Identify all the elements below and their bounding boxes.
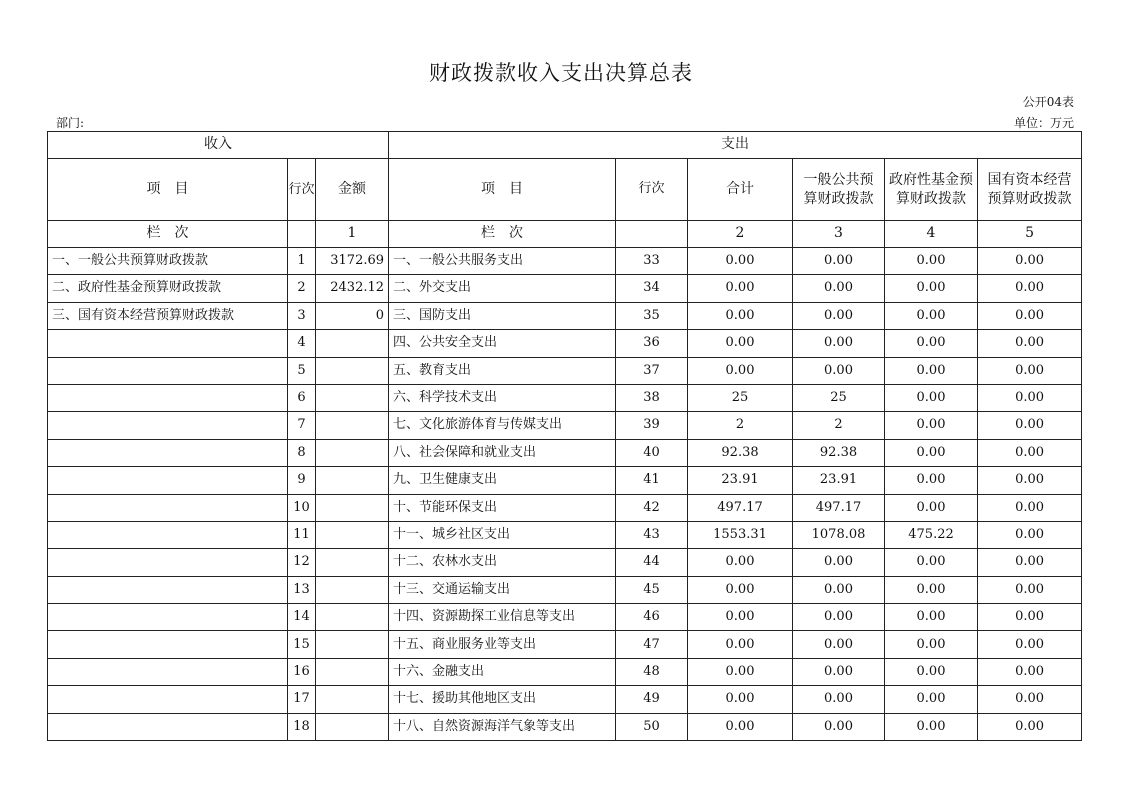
gov-fund-cell: 0.00 <box>885 248 978 275</box>
gov-fund-cell: 0.00 <box>885 549 978 576</box>
income-row-no-cell: 18 <box>288 713 316 740</box>
total-cell: 0.00 <box>688 576 793 603</box>
income-item-cell <box>48 494 288 521</box>
expense-item-cell: 十、节能环保支出 <box>389 494 616 521</box>
form-number: 公开04表 <box>1022 95 1074 109</box>
gov-fund-cell: 0.00 <box>885 384 978 411</box>
income-row-no-cell: 14 <box>288 604 316 631</box>
income-item-cell <box>48 330 288 357</box>
income-row-no-cell: 9 <box>288 467 316 494</box>
income-row-no-cell: 13 <box>288 576 316 603</box>
table-row <box>48 658 1082 685</box>
general-budget-cell: 2 <box>793 412 885 439</box>
expense-row-no-header: 行次 <box>616 159 688 221</box>
income-amount-cell <box>316 439 389 466</box>
expense-item-cell: 十四、资源勘探工业信息等支出 <box>389 604 616 631</box>
table-row <box>48 302 1082 329</box>
general-budget-cell: 0.00 <box>793 713 885 740</box>
income-row-no-cell: 3 <box>288 302 316 329</box>
expense-row-no-cell: 44 <box>616 549 688 576</box>
general-budget-header: 一般公共预算财政拨款 <box>793 159 885 221</box>
total-cell: 0.00 <box>688 330 793 357</box>
total-header: 合计 <box>688 159 793 221</box>
expense-item-cell: 十三、交通运输支出 <box>389 576 616 603</box>
general-budget-cell: 0.00 <box>793 631 885 658</box>
gov-fund-cell: 0.00 <box>885 439 978 466</box>
expense-item-cell: 四、公共安全支出 <box>389 330 616 357</box>
table-row <box>48 494 1082 521</box>
state-capital-cell: 0.00 <box>978 604 1082 631</box>
expense-row-no-cell: 42 <box>616 494 688 521</box>
expense-item-header <box>389 159 616 221</box>
income-amount-cell: 3172.69 <box>316 248 389 275</box>
total-cell: 0.00 <box>688 658 793 685</box>
income-amount-cell <box>316 631 389 658</box>
total-cell: 0.00 <box>688 248 793 275</box>
income-item-cell <box>48 686 288 713</box>
income-amount-cell <box>316 549 389 576</box>
state-capital-cell: 0.00 <box>978 494 1082 521</box>
general-budget-cell: 0.00 <box>793 686 885 713</box>
general-budget-cell: 0.00 <box>793 302 885 329</box>
income-item-cell <box>48 467 288 494</box>
income-item-header-text: 项 目 <box>146 180 189 197</box>
income-amount-cell <box>316 357 389 384</box>
income-row-no-cell: 8 <box>288 439 316 466</box>
state-capital-cell: 0.00 <box>978 549 1082 576</box>
expense-row-no-cell: 50 <box>616 713 688 740</box>
column-index-1: 1 <box>316 221 389 248</box>
gov-fund-cell: 0.00 <box>885 357 978 384</box>
total-cell: 25 <box>688 384 793 411</box>
state-capital-cell: 0.00 <box>978 357 1082 384</box>
income-amount-cell <box>316 658 389 685</box>
header-row-sections <box>48 132 1082 159</box>
total-cell: 0.00 <box>688 549 793 576</box>
expense-item-cell: 六、科学技术支出 <box>389 384 616 411</box>
state-capital-cell: 0.00 <box>978 658 1082 685</box>
table-row <box>48 604 1082 631</box>
income-item-cell <box>48 357 288 384</box>
general-budget-cell: 0.00 <box>793 549 885 576</box>
expense-row-no-cell: 40 <box>616 439 688 466</box>
income-item-cell <box>48 713 288 740</box>
expense-item-cell: 二、外交支出 <box>389 275 616 302</box>
income-item-cell: 一、一般公共预算财政拨款 <box>48 248 288 275</box>
income-row-no-cell: 5 <box>288 357 316 384</box>
total-cell: 0.00 <box>688 686 793 713</box>
income-row-no-cell: 15 <box>288 631 316 658</box>
gov-fund-cell: 0.00 <box>885 604 978 631</box>
state-capital-cell: 0.00 <box>978 275 1082 302</box>
department-label: 部门: <box>56 116 85 130</box>
expense-row-no-cell: 38 <box>616 384 688 411</box>
expense-row-no-cell: 33 <box>616 248 688 275</box>
income-row-no-cell: 16 <box>288 658 316 685</box>
income-amount-cell <box>316 330 389 357</box>
expense-item-cell: 十七、援助其他地区支出 <box>389 686 616 713</box>
table-row <box>48 631 1082 658</box>
income-row-no-cell: 11 <box>288 521 316 548</box>
total-cell: 497.17 <box>688 494 793 521</box>
gov-fund-cell: 0.00 <box>885 275 978 302</box>
column-index-row <box>48 221 1082 248</box>
expense-row-no-cell: 39 <box>616 412 688 439</box>
gov-fund-cell: 475.22 <box>885 521 978 548</box>
expense-item-cell: 三、国防支出 <box>389 302 616 329</box>
table-row <box>48 384 1082 411</box>
expense-row-no-cell: 41 <box>616 467 688 494</box>
income-row-no-cell: 10 <box>288 494 316 521</box>
general-budget-cell: 0.00 <box>793 275 885 302</box>
income-amount-cell <box>316 412 389 439</box>
table-row <box>48 467 1082 494</box>
gov-fund-header: 政府性基金预算财政拨款 <box>885 159 978 221</box>
general-budget-cell: 25 <box>793 384 885 411</box>
table-row <box>48 549 1082 576</box>
table-row <box>48 248 1082 275</box>
unit-label: 单位：万元 <box>1013 116 1074 130</box>
income-amount-cell <box>316 384 389 411</box>
income-item-cell <box>48 631 288 658</box>
income-header: 收入 <box>48 132 389 159</box>
table-row <box>48 686 1082 713</box>
total-cell: 2 <box>688 412 793 439</box>
income-amount-cell <box>316 467 389 494</box>
header-row-columns <box>48 159 1082 221</box>
table-row <box>48 412 1082 439</box>
income-item-cell <box>48 384 288 411</box>
column-index-2: 2 <box>688 221 793 248</box>
gov-fund-cell: 0.00 <box>885 658 978 685</box>
expense-item-cell: 十二、农林水支出 <box>389 549 616 576</box>
expense-row-no-cell: 34 <box>616 275 688 302</box>
income-row-no-cell: 7 <box>288 412 316 439</box>
state-capital-cell: 0.00 <box>978 412 1082 439</box>
column-index-3: 3 <box>793 221 885 248</box>
expense-item-cell: 九、卫生健康支出 <box>389 467 616 494</box>
gov-fund-cell: 0.00 <box>885 686 978 713</box>
expense-row-no-index <box>616 221 688 248</box>
gov-fund-cell: 0.00 <box>885 494 978 521</box>
gov-fund-cell: 0.00 <box>885 330 978 357</box>
income-item-cell <box>48 658 288 685</box>
income-item-cell: 三、国有资本经营预算财政拨款 <box>48 302 288 329</box>
income-column-label: 栏 次 <box>48 221 288 248</box>
column-index-4: 4 <box>885 221 978 248</box>
table-row <box>48 576 1082 603</box>
state-capital-cell: 0.00 <box>978 439 1082 466</box>
expense-item-cell: 八、社会保障和就业支出 <box>389 439 616 466</box>
income-row-no-cell: 2 <box>288 275 316 302</box>
income-amount-cell <box>316 604 389 631</box>
expense-row-no-cell: 49 <box>616 686 688 713</box>
general-budget-cell: 0.00 <box>793 576 885 603</box>
income-amount-cell <box>316 713 389 740</box>
budget-summary-table <box>47 131 1082 741</box>
gov-fund-cell: 0.00 <box>885 412 978 439</box>
total-cell: 0.00 <box>688 604 793 631</box>
state-capital-cell: 0.00 <box>978 384 1082 411</box>
expense-item-cell: 十六、金融支出 <box>389 658 616 685</box>
general-budget-cell: 0.00 <box>793 604 885 631</box>
expense-header: 支出 <box>389 132 1082 159</box>
expense-item-cell: 十一、城乡社区支出 <box>389 521 616 548</box>
income-amount-cell <box>316 494 389 521</box>
table-row <box>48 521 1082 548</box>
page-title: 财政拨款收入支出决算总表 <box>429 61 693 85</box>
income-item-header <box>48 159 288 221</box>
expense-item-header-text: 项 目 <box>481 180 524 197</box>
income-amount-cell <box>316 686 389 713</box>
expense-column-label: 栏 次 <box>389 221 616 248</box>
income-amount-cell <box>316 576 389 603</box>
general-budget-cell: 0.00 <box>793 248 885 275</box>
income-amount-cell: 2432.12 <box>316 275 389 302</box>
total-cell: 92.38 <box>688 439 793 466</box>
gov-fund-cell: 0.00 <box>885 631 978 658</box>
total-cell: 23.91 <box>688 467 793 494</box>
income-row-no-cell: 6 <box>288 384 316 411</box>
table-row <box>48 275 1082 302</box>
expense-row-no-cell: 47 <box>616 631 688 658</box>
expense-row-no-cell: 36 <box>616 330 688 357</box>
general-budget-cell: 1078.08 <box>793 521 885 548</box>
general-budget-cell: 497.17 <box>793 494 885 521</box>
table-row <box>48 357 1082 384</box>
gov-fund-cell: 0.00 <box>885 467 978 494</box>
gov-fund-cell: 0.00 <box>885 576 978 603</box>
expense-row-no-cell: 46 <box>616 604 688 631</box>
column-index-5: 5 <box>978 221 1082 248</box>
expense-item-cell: 一、一般公共服务支出 <box>389 248 616 275</box>
state-capital-cell: 0.00 <box>978 467 1082 494</box>
table-row <box>48 713 1082 740</box>
general-budget-cell: 23.91 <box>793 467 885 494</box>
state-capital-cell: 0.00 <box>978 686 1082 713</box>
income-row-no-cell: 12 <box>288 549 316 576</box>
income-amount-cell <box>316 521 389 548</box>
expense-row-no-cell: 45 <box>616 576 688 603</box>
income-amount-cell: 0 <box>316 302 389 329</box>
total-cell: 1553.31 <box>688 521 793 548</box>
total-cell: 0.00 <box>688 302 793 329</box>
income-row-no-index <box>288 221 316 248</box>
gov-fund-cell: 0.00 <box>885 713 978 740</box>
gov-fund-cell: 0.00 <box>885 302 978 329</box>
income-item-cell: 二、政府性基金预算财政拨款 <box>48 275 288 302</box>
state-capital-cell: 0.00 <box>978 248 1082 275</box>
general-budget-cell: 92.38 <box>793 439 885 466</box>
state-capital-cell: 0.00 <box>978 631 1082 658</box>
income-item-cell <box>48 549 288 576</box>
expense-item-cell: 五、教育支出 <box>389 357 616 384</box>
expense-item-cell: 十八、自然资源海洋气象等支出 <box>389 713 616 740</box>
income-item-cell <box>48 412 288 439</box>
income-row-no-cell: 1 <box>288 248 316 275</box>
state-capital-header: 国有资本经营预算财政拨款 <box>978 159 1082 221</box>
income-item-cell <box>48 439 288 466</box>
state-capital-cell: 0.00 <box>978 521 1082 548</box>
total-cell: 0.00 <box>688 631 793 658</box>
expense-item-cell: 十五、商业服务业等支出 <box>389 631 616 658</box>
expense-row-no-cell: 37 <box>616 357 688 384</box>
income-item-cell <box>48 521 288 548</box>
state-capital-cell: 0.00 <box>978 576 1082 603</box>
total-cell: 0.00 <box>688 713 793 740</box>
table-row <box>48 330 1082 357</box>
expense-row-no-cell: 35 <box>616 302 688 329</box>
state-capital-cell: 0.00 <box>978 302 1082 329</box>
total-cell: 0.00 <box>688 357 793 384</box>
expense-row-no-cell: 43 <box>616 521 688 548</box>
income-item-cell <box>48 576 288 603</box>
table-row <box>48 439 1082 466</box>
total-cell: 0.00 <box>688 275 793 302</box>
income-row-no-header: 行次 <box>288 159 316 221</box>
general-budget-cell: 0.00 <box>793 330 885 357</box>
amount-header: 金额 <box>316 159 389 221</box>
general-budget-cell: 0.00 <box>793 658 885 685</box>
income-item-cell <box>48 604 288 631</box>
general-budget-cell: 0.00 <box>793 357 885 384</box>
expense-item-cell: 七、文化旅游体育与传媒支出 <box>389 412 616 439</box>
state-capital-cell: 0.00 <box>978 330 1082 357</box>
income-row-no-cell: 4 <box>288 330 316 357</box>
state-capital-cell: 0.00 <box>978 713 1082 740</box>
income-row-no-cell: 17 <box>288 686 316 713</box>
expense-row-no-cell: 48 <box>616 658 688 685</box>
